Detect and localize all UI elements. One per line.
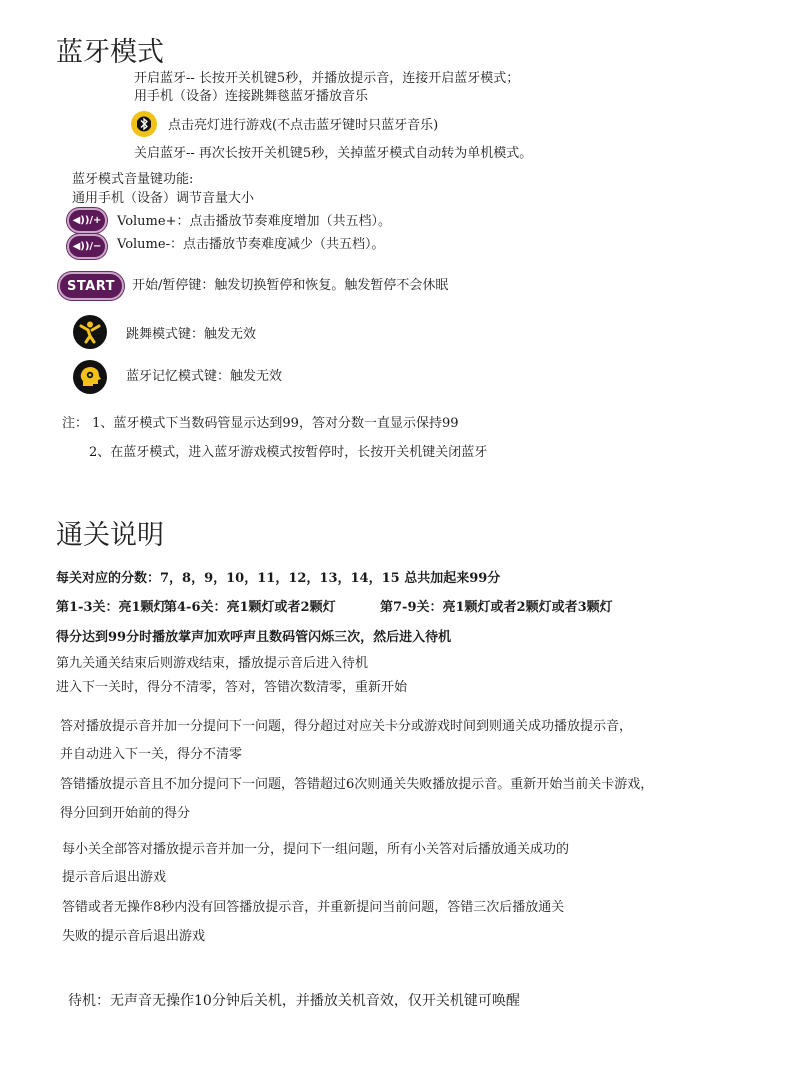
paragraph-7: 每小关全部答对播放提示音并加一分，提问下一组问题，所有小关答对后播放通关成功的 [62,842,570,857]
paragraph-2: 进入下一关时，得分不清零，答对，答错次数清零，重新开始 [56,680,408,695]
volume-minus-icon: ◀))/− [67,234,107,259]
clear-section-title: 通关说明 [56,520,164,551]
paragraph-8: 提示音后退出游戏 [62,870,167,885]
paragraph-3: 答对播放提示音并加一分提问下一问题，得分超过对应关卡分或游戏时间到则通关成功播放提示音， [60,719,633,734]
bt-click-line: 点击亮灯进行游戏(不点击蓝牙键时只蓝牙音乐) [168,118,439,133]
volume-plus-text: Volume+：点击播放节奏难度增加（共五档）。 [117,214,391,229]
volume-plus-icon: ◀))/+ [67,208,107,233]
bt-on-line: 开启蓝牙-- 长按开关机键5秒，并播放提示音，连接开启蓝牙模式； [134,71,520,86]
paragraph-6: 得分回到开始前的得分 [60,806,191,821]
volume-minus-text: Volume-：点击播放节奏难度减少（共五档）。 [117,237,385,252]
volume-title: 蓝牙模式音量键功能: [72,172,194,187]
level-scores: 每关对应的分数：7，8，9，10，11，12，13，14，15 总共加起来99分 [56,571,501,586]
start-button-icon: START [58,272,124,300]
level-4-6: 第4-6关：亮1颗灯或者2颗灯 [164,600,336,615]
memory-mode-text: 蓝牙记忆模式键：触发无效 [126,369,283,384]
level-1-3: 第1-3关：亮1颗灯 [56,600,167,615]
memory-mode-icon [73,360,107,394]
paragraph-1: 第九关通关结束后则游戏结束，播放提示音后进入待机 [56,656,369,671]
paragraph-4: 并自动进入下一关，得分不清零 [60,747,243,762]
note-2: 2、在蓝牙模式，进入蓝牙游戏模式按暂停时，长按开关机键关闭蓝牙 [89,445,488,460]
start-text: 开始/暂停键：触发切换暂停和恢复。触发暂停不会休眠 [132,278,449,293]
bluetooth-icon [131,111,157,137]
bt-off-line: 关启蓝牙-- 再次长按开关机键5秒，关掉蓝牙模式自动转为单机模式。 [134,146,533,161]
volume-subtitle: 通用手机（设备）调节音量大小 [72,191,255,206]
level-7-9: 第7-9关：亮1颗灯或者2颗灯或者3颗灯 [380,600,613,615]
dance-mode-text: 跳舞模式键：触发无效 [126,327,257,342]
standby-line: 待机：无声音无操作10分钟后关机，并播放关机音效，仅开关机键可唤醒 [68,993,520,1009]
reach-99-line: 得分达到99分时播放掌声加欢呼声且数码管闪烁三次，然后进入待机 [56,630,452,645]
paragraph-5: 答错播放提示音且不加分提问下一问题，答错超过6次则通关失败播放提示音。重新开始当前关卡游戏， [60,777,654,792]
bt-connect-line: 用手机（设备）连接跳舞毯蓝牙播放音乐 [134,89,369,104]
note-1: 注： 1、蓝牙模式下当数码管显示达到99，答对分数一直显示保持99 [62,416,459,431]
paragraph-9: 答错或者无操作8秒内没有回答播放提示音，并重新提问当前问题，答错三次后播放通关 [62,900,565,915]
dance-mode-icon [73,315,107,349]
bluetooth-section-title: 蓝牙模式 [56,37,164,68]
paragraph-10: 失败的提示音后退出游戏 [62,929,206,944]
